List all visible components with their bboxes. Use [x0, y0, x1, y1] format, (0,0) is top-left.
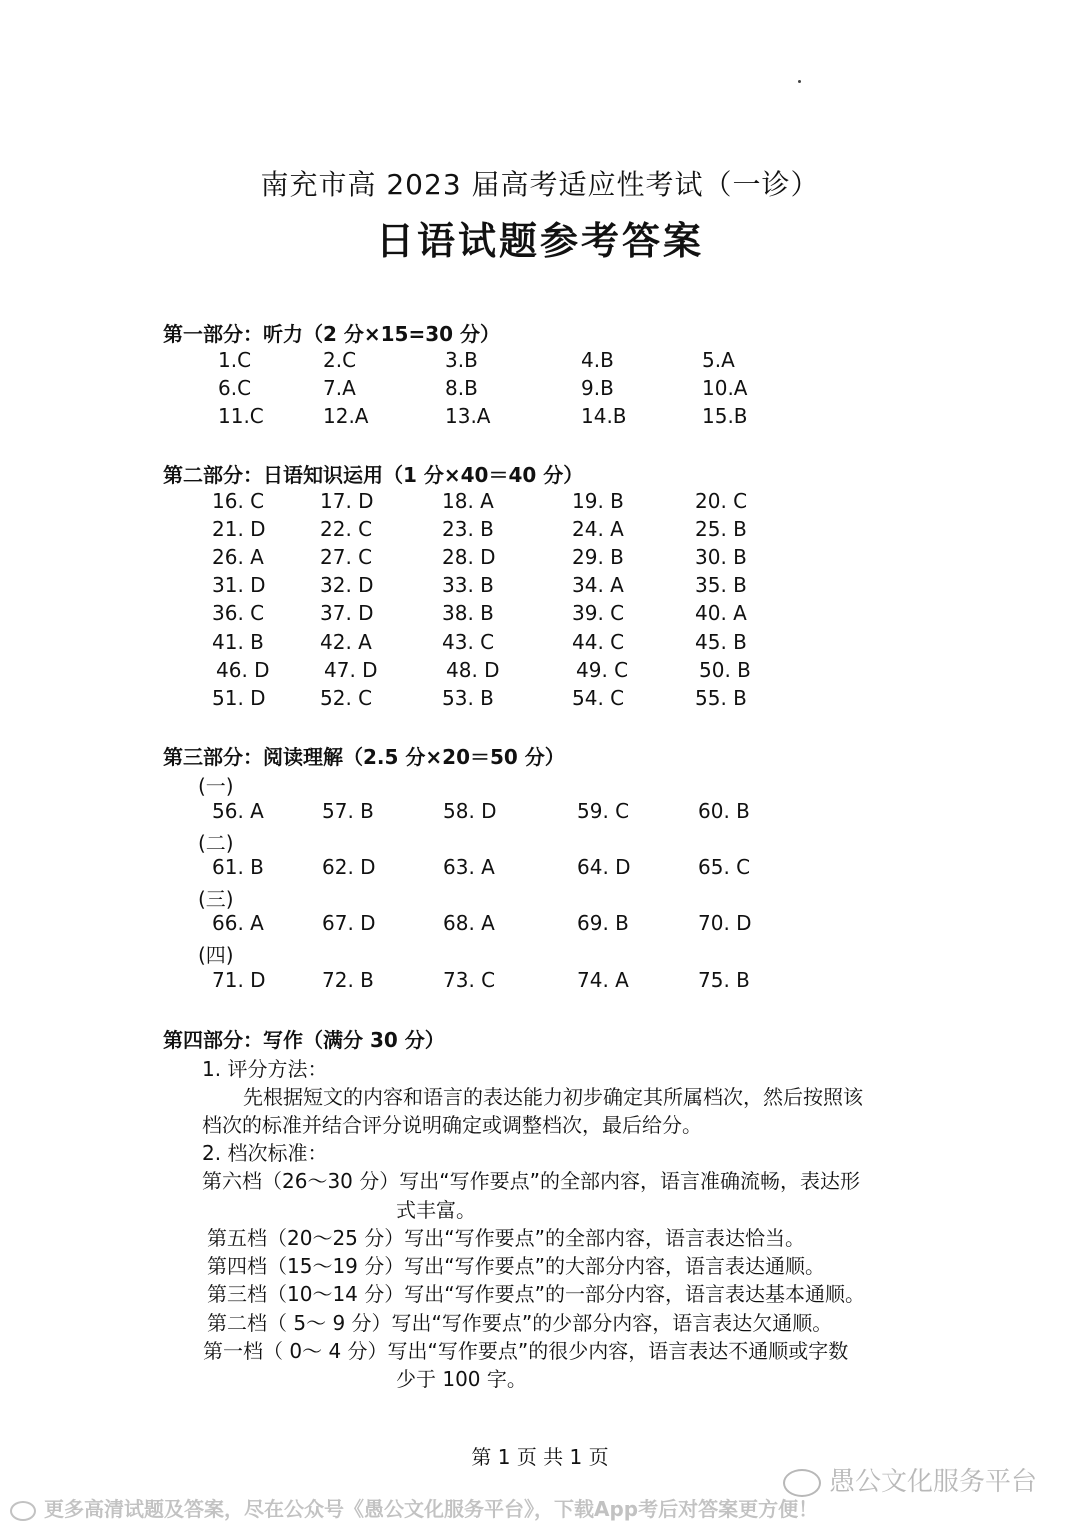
watermark-logo	[783, 1461, 1037, 1498]
answer-item: 36. C	[212, 601, 265, 625]
answer-item: 34. A	[572, 573, 624, 597]
answer-item: 25. B	[695, 517, 747, 541]
level-6-line1: 第六档（26～30 分）写出“写作要点”的全部内容，语言准确流畅，表达形	[202, 1169, 860, 1193]
wechat-icon	[10, 1501, 36, 1521]
answer-item: 68. A	[443, 911, 495, 935]
part4-heading: 第四部分：写作（满分 30 分）	[163, 1028, 445, 1052]
answer-item: 28. D	[442, 545, 496, 569]
answer-item: 61. B	[212, 855, 264, 879]
speck	[798, 80, 801, 83]
part1-heading: 第一部分：听力（2 分×15=30 分）	[163, 322, 501, 346]
answer-item: 33. B	[442, 573, 494, 597]
method-text-line2: 档次的标准并结合评分说明确定或调整档次，最后给分。	[202, 1113, 702, 1137]
answer-item: 41. B	[212, 630, 264, 654]
answer-item: 38. B	[442, 601, 494, 625]
part3-heading: 第三部分：阅读理解（2.5 分×20＝50 分）	[163, 745, 565, 769]
answer-item: 37. D	[320, 601, 374, 625]
answer-item: 47. D	[324, 658, 378, 682]
answer-item: 31. D	[212, 573, 266, 597]
answer-item: 26. A	[212, 545, 264, 569]
watermark-bottom	[10, 1493, 818, 1522]
answer-item: 73. C	[443, 968, 496, 992]
answer-item: 1.C	[218, 348, 252, 372]
answer-item: 30. B	[695, 545, 747, 569]
method-text-line1: 先根据短文的内容和语言的表达能力初步确定其所属档次，然后按照该	[243, 1085, 863, 1109]
section-label: (四)	[198, 943, 234, 967]
answer-item: 6.C	[218, 376, 252, 400]
answer-item: 35. B	[695, 573, 747, 597]
watermark-logo-text: 愚公文化服务平台	[829, 1467, 1038, 1497]
answer-item: 20. C	[695, 489, 748, 513]
answer-item: 46. D	[216, 658, 270, 682]
answer-item: 18. A	[442, 489, 494, 513]
watermark-bottom-text: 更多高清试题及答案，尽在公众号《愚公文化服务平台》，下载App考后对答案更方便！	[44, 1497, 819, 1521]
answer-item: 62. D	[322, 855, 376, 879]
answer-item: 13.A	[445, 404, 491, 428]
page-title: 日语试题参考答案	[375, 219, 704, 263]
level-3-line: 第三档（10～14 分）写出“写作要点”的一部分内容，语言表达基本通顺。	[207, 1282, 865, 1306]
answer-item: 69. B	[577, 911, 629, 935]
answer-item: 8.B	[445, 376, 478, 400]
answer-item: 49. C	[576, 658, 629, 682]
answer-item: 24. A	[572, 517, 624, 541]
answer-item: 52. C	[320, 686, 373, 710]
answer-item: 17. D	[320, 489, 374, 513]
answer-item: 42. A	[320, 630, 372, 654]
answer-item: 10.A	[702, 376, 748, 400]
page-number: 第 1 页 共 1 页	[471, 1445, 609, 1469]
answer-item: 19. B	[572, 489, 624, 513]
answer-item: 5.A	[702, 348, 735, 372]
answer-item: 65. C	[698, 855, 751, 879]
answer-item: 45. B	[695, 630, 747, 654]
level-1-line1: 第一档（ 0～ 4 分）写出“写作要点”的很少内容，语言表达不通顺或字数	[203, 1339, 849, 1363]
answer-item: 21. D	[212, 517, 266, 541]
answer-item: 14.B	[581, 404, 627, 428]
answer-item: 71. D	[212, 968, 266, 992]
answer-item: 75. B	[698, 968, 750, 992]
level-2-line: 第二档（ 5～ 9 分）写出“写作要点”的少部分内容，语言表达欠通顺。	[207, 1311, 833, 1335]
answer-item: 23. B	[442, 517, 494, 541]
answer-item: 11.C	[218, 404, 264, 428]
answer-item: 3.B	[445, 348, 478, 372]
answer-item: 53. B	[442, 686, 494, 710]
answer-item: 51. D	[212, 686, 266, 710]
answer-item: 43. C	[442, 630, 495, 654]
answer-item: 32. D	[320, 573, 374, 597]
level-1-line2: 少于 100 字。	[396, 1367, 527, 1391]
answer-item: 7.A	[323, 376, 356, 400]
section-label: (三)	[198, 887, 234, 911]
answer-item: 59. C	[577, 799, 630, 823]
answer-item: 63. A	[443, 855, 495, 879]
answer-item: 16. C	[212, 489, 265, 513]
level-6-line2: 式丰富。	[396, 1198, 476, 1222]
level-5-line: 第五档（20～25 分）写出“写作要点”的全部内容，语言表达恰当。	[207, 1226, 805, 1250]
answer-item: 22. C	[320, 517, 373, 541]
answer-item: 48. D	[446, 658, 500, 682]
answer-item: 67. D	[322, 911, 376, 935]
levels-label: 2. 档次标准：	[202, 1141, 328, 1165]
answer-item: 70. D	[698, 911, 752, 935]
answer-item: 54. C	[572, 686, 625, 710]
answer-item: 60. B	[698, 799, 750, 823]
method-label: 1. 评分方法：	[202, 1057, 328, 1081]
answer-item: 58. D	[443, 799, 497, 823]
answer-item: 29. B	[572, 545, 624, 569]
part2-heading: 第二部分：日语知识运用（1 分×40＝40 分）	[163, 463, 584, 487]
answer-item: 15.B	[702, 404, 748, 428]
answer-item: 56. A	[212, 799, 264, 823]
answer-item: 40. A	[695, 601, 747, 625]
answer-item: 27. C	[320, 545, 373, 569]
section-label: (一)	[198, 774, 234, 798]
answer-item: 4.B	[581, 348, 614, 372]
answer-item: 72. B	[322, 968, 374, 992]
answer-item: 50. B	[699, 658, 751, 682]
answer-item: 44. C	[572, 630, 625, 654]
answer-item: 64. D	[577, 855, 631, 879]
section-label: (二)	[198, 831, 234, 855]
level-4-line: 第四档（15～19 分）写出“写作要点”的大部分内容，语言表达通顺。	[207, 1254, 825, 1278]
answer-item: 55. B	[695, 686, 747, 710]
exam-subtitle: 南充市高 2023 届高考适应性考试（一诊）	[260, 168, 820, 201]
answer-item: 9.B	[581, 376, 614, 400]
answer-item: 74. A	[577, 968, 629, 992]
answer-item: 39. C	[572, 601, 625, 625]
answer-item: 66. A	[212, 911, 264, 935]
answer-item: 57. B	[322, 799, 374, 823]
answer-item: 2.C	[323, 348, 357, 372]
answer-item: 12.A	[323, 404, 369, 428]
